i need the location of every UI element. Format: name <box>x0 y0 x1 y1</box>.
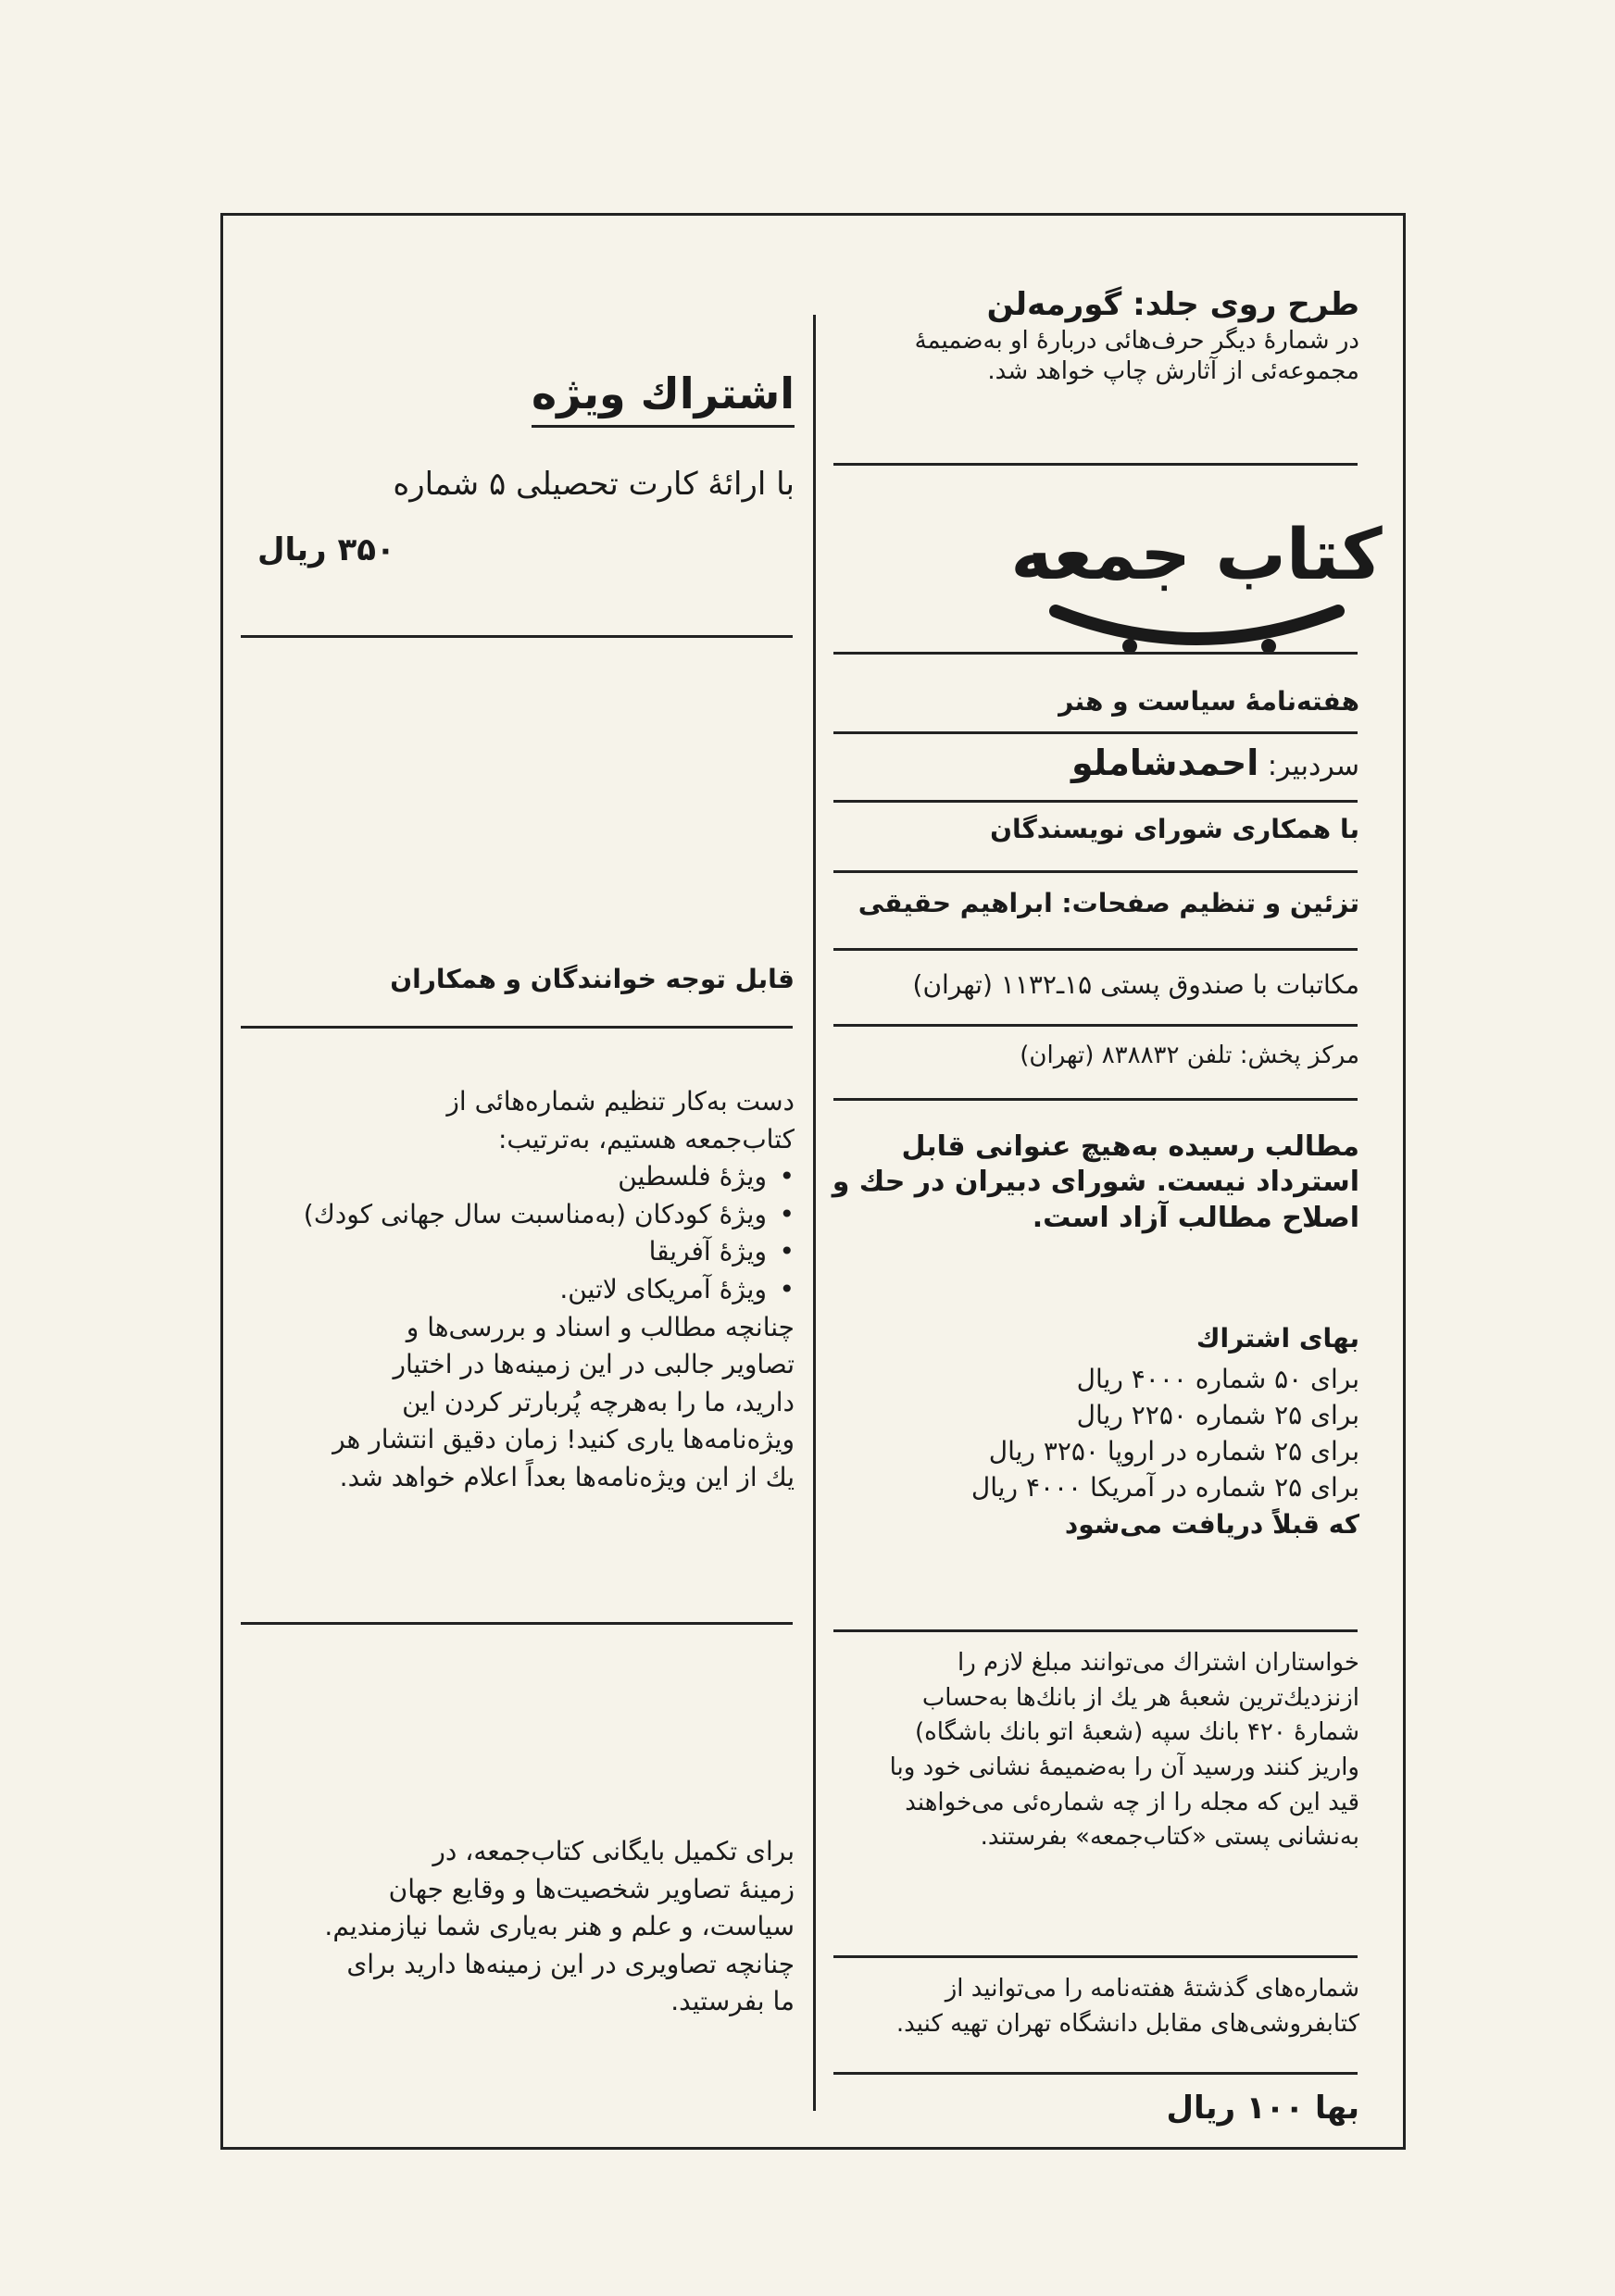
bullet-icon: • <box>779 1198 795 1229</box>
archive-line: سیاست، و علم و هنر به‌یاری شما نیازمندیم. <box>324 1911 795 1942</box>
cover-credit <box>832 285 1359 387</box>
special-subscription <box>239 367 795 571</box>
mailbox-text: مکاتبات با صندوق پستی ۱۵ـ۱۱۳۲ (تهران) <box>912 969 1359 1000</box>
archive-block <box>239 1833 795 2021</box>
column-divider <box>813 315 816 2111</box>
back-issues-line: کتابفروشی‌های مقابل دانشگاه تهران تهیه کنید. <box>895 2009 1359 2038</box>
cover-credit-title: طرح روی جلد: گورمه‌لن <box>986 286 1359 323</box>
list-item <box>239 1196 795 1234</box>
attention-body-line: دارید، ما را به‌هرچه پُربارتر کردن این <box>402 1386 795 1417</box>
attention-body-line: یك از این ویژه‌نامه‌ها بعداً اعلام خواهد شد. <box>339 1461 795 1492</box>
bullet-icon: • <box>779 1161 795 1192</box>
payment-line: قید این که مجله را از چه شماره‌ئی می‌خواهند <box>905 1788 1359 1816</box>
divider <box>241 1622 793 1625</box>
editor-label: سردبیر: <box>1267 750 1359 782</box>
collaboration-block <box>832 813 1359 846</box>
bullet-icon: • <box>779 1273 795 1304</box>
attention-body-line: چنانچه مطالب و اسناد و بررسی‌ها و <box>406 1311 795 1342</box>
divider <box>833 1955 1358 1958</box>
price-block <box>832 2089 1359 2129</box>
issue-price: بها ۱۰۰ ریال <box>1166 2090 1359 2127</box>
subscription-rates <box>832 1322 1359 1542</box>
divider <box>833 800 1358 803</box>
divider <box>833 1629 1358 1632</box>
attention-body-line: تصاویر جالبی در این زمینه‌ها در اختیار <box>393 1349 795 1380</box>
rate-line: برای ۲۵ شماره ۲۲۵۰ ریال <box>1076 1400 1359 1431</box>
divider <box>833 870 1358 873</box>
payment-block <box>832 1646 1359 1855</box>
layout-credit-block <box>832 887 1359 920</box>
payment-line: ازنزدیك‌ترین شعبهٔ هر یك از بانك‌ها به‌حساب <box>921 1683 1359 1712</box>
divider <box>833 1024 1358 1027</box>
logo-text: کتاب جمعه <box>1010 513 1383 595</box>
list-item <box>239 1158 795 1196</box>
divider <box>241 635 793 638</box>
payment-line: خواستاران اشتراك می‌توانند مبلغ لازم را <box>957 1649 1359 1677</box>
payment-line: واریز کنند ورسید آن را به‌ضمیمهٔ نشانی خود وبا <box>889 1753 1359 1782</box>
special-subscription-line1: با ارائهٔ کارت تحصیلی ۵ شماره <box>393 465 795 503</box>
special-subscription-price: ۳۵۰ ریال <box>257 531 395 569</box>
notice-block <box>832 1129 1359 1236</box>
archive-line: زمینهٔ تصاویر شخصیت‌ها و وقایع جهان <box>388 1873 795 1904</box>
divider <box>833 652 1358 655</box>
list-item <box>239 1271 795 1309</box>
distribution-block <box>832 1041 1359 1071</box>
notice-line2: استرداد نیست. شورای دبیران در حك و <box>832 1166 1359 1199</box>
divider <box>241 1026 793 1029</box>
attention-intro2: کتاب‌جمعه هستیم، به‌ترتیب: <box>497 1123 795 1154</box>
collaboration-text: با همکاری شورای نویسندگان <box>990 814 1359 844</box>
divider <box>833 948 1358 951</box>
divider <box>833 463 1358 466</box>
archive-line: برای تکمیل بایگانی کتاب‌جمعه، در <box>432 1836 795 1866</box>
back-issues-line: شماره‌های گذشتهٔ هفته‌نامه را می‌توانید از <box>945 1975 1359 2003</box>
editor-name: احمدشاملو <box>1070 742 1259 783</box>
rate-line: برای ۲۵ شماره در اروپا ۳۲۵۰ ریال <box>988 1436 1359 1467</box>
divider <box>833 1098 1358 1101</box>
subscription-heading: بهای اشتراك <box>1196 1323 1359 1354</box>
notice-line3: اصلاح مطالب آزاد است. <box>1032 1201 1359 1234</box>
attention-heading: قابل توجه خوانندگان و همکاران <box>390 964 795 994</box>
divider <box>833 2072 1358 2075</box>
masthead-subtitle-block <box>832 685 1359 718</box>
mailbox-block <box>832 968 1359 1002</box>
masthead-logo <box>1010 481 1383 676</box>
notice-line1: مطالب رسیده به‌هیچ عنوانی قابل <box>901 1130 1359 1163</box>
back-issues-block <box>832 1972 1359 2041</box>
distribution-text: مرکز پخش: تلفن ۸۳۸۸۳۲ (تهران) <box>1020 1042 1359 1069</box>
archive-line: چنانچه تصاویری در این زمینه‌ها دارید برای <box>346 1948 795 1979</box>
list-item-text: ویژهٔ فلسطین <box>618 1161 767 1192</box>
list-item-text: ویژهٔ آمریکای لاتین. <box>559 1273 767 1304</box>
attention-body <box>239 1083 795 1497</box>
attention-intro1: دست به‌کار تنظیم شماره‌هائی از <box>446 1086 795 1117</box>
list-item-text: ویژهٔ آفریقا <box>648 1236 767 1267</box>
list-item-text: ویژهٔ کودکان (به‌مناسبت سال جهانی کودك) <box>303 1198 767 1229</box>
cover-note-line1: در شمارهٔ دیگر حرف‌هائی دربارهٔ او به‌ضمیمهٔ <box>914 326 1359 355</box>
editor-block <box>832 741 1359 786</box>
rate-line: برای ۲۵ شماره در آمریکا ۴۰۰۰ ریال <box>970 1472 1359 1504</box>
payment-line: شمارهٔ ۴۲۰ بانك سپه (شعبهٔ اتو بانك باشگاه) <box>914 1718 1359 1747</box>
archive-line: ما بفرستید. <box>670 1986 795 2017</box>
special-subscription-heading: اشتراك ویژه <box>532 367 795 428</box>
list-item <box>239 1233 795 1271</box>
layout-credit: تزئین و تنظیم صفحات: ابراهیم حقیقی <box>858 888 1359 918</box>
cover-note-line2: مجموعه‌ئی از آثارش چاپ خواهد شد. <box>987 356 1359 385</box>
rate-line: برای ۵۰ شماره ۴۰۰۰ ریال <box>1076 1363 1359 1394</box>
special-issues-list <box>239 1158 795 1308</box>
masthead-subtitle: هفته‌نامهٔ سیاست و هنر <box>1058 686 1359 717</box>
payment-line: به‌نشانی پستی «کتاب‌جمعه» بفرستند. <box>980 1823 1359 1852</box>
attention-heading-block <box>239 963 795 996</box>
divider <box>833 731 1358 734</box>
attention-body-line: ویژه‌نامه‌ها یاری کنید! زمان دقیق انتشار هر <box>332 1424 795 1455</box>
rate-advance: که قبلاً دریافت می‌شود <box>1064 1508 1359 1540</box>
bullet-icon: • <box>779 1236 795 1267</box>
